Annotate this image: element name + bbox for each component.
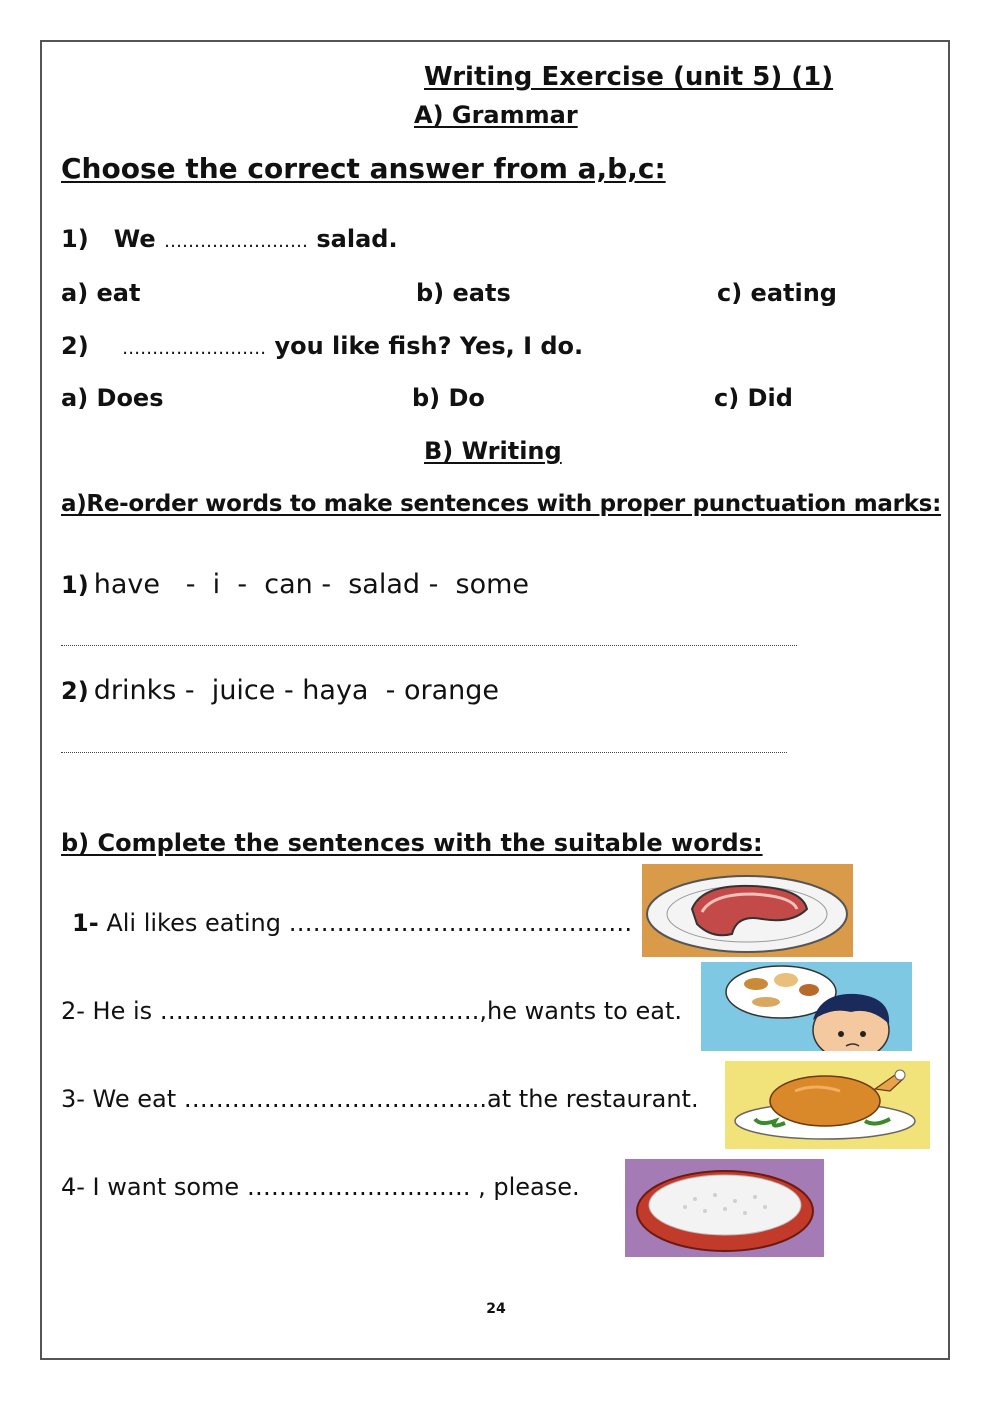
answer-line[interactable] [61,633,797,646]
page-number: 24 [486,1301,506,1317]
answer-blank[interactable]: …………………… [122,338,267,359]
writing-heading: B) Writing [424,437,562,465]
question-1 [61,225,398,253]
meat-steak-image [642,864,853,957]
question-stem-before: We [113,225,156,253]
grammar-instruction: Choose the correct answer from a,b,c: [61,152,666,185]
option-a[interactable]: a) eat [61,279,141,307]
rice-bowl-image [625,1159,824,1257]
option-a[interactable]: a) Does [61,384,164,412]
complete-item-4: 4- I want some ………………………. , please. [61,1173,580,1201]
grammar-heading: A) Grammar [414,101,578,129]
scrambled-words: drinks - juice - haya - orange [93,675,499,706]
complete-instruction: b) Complete the sentences with the suitable words: [61,829,763,857]
item-number: 1) [61,571,89,599]
question-stem-after: salad. [316,225,398,253]
item-number: 2) [61,677,89,705]
reorder-instruction: a)Re-order words to make sentences with proper punctuation marks: [61,491,941,517]
sentence-text: Ali likes eating ………………………………….… [106,909,633,937]
question-number: 2) [61,332,89,360]
option-c[interactable]: c) eating [717,279,837,307]
hungry-boy-image [701,962,912,1051]
complete-item-1 [72,909,632,937]
question-number: 1) [61,225,89,253]
complete-item-3: 3- We eat ………………………………..at the restaurant. [61,1085,699,1113]
complete-item-2: 2- He is ………………………………….,he wants to eat. [61,997,682,1025]
worksheet-title: Writing Exercise (unit 5) (1) [424,62,834,92]
item-number: 1- [72,909,99,937]
question-2 [61,332,583,360]
answer-line[interactable] [61,740,787,753]
question-stem-after: you like fish? Yes, I do. [274,332,584,360]
reorder-item-1 [61,569,529,600]
roast-chicken-image [725,1061,930,1149]
option-b[interactable]: b) Do [412,384,485,412]
scrambled-words: have - i - can - salad - some [93,569,530,600]
reorder-item-2 [61,675,499,706]
option-c[interactable]: c) Did [714,384,793,412]
option-b[interactable]: b) eats [416,279,511,307]
answer-blank[interactable]: …………………… [164,231,309,252]
